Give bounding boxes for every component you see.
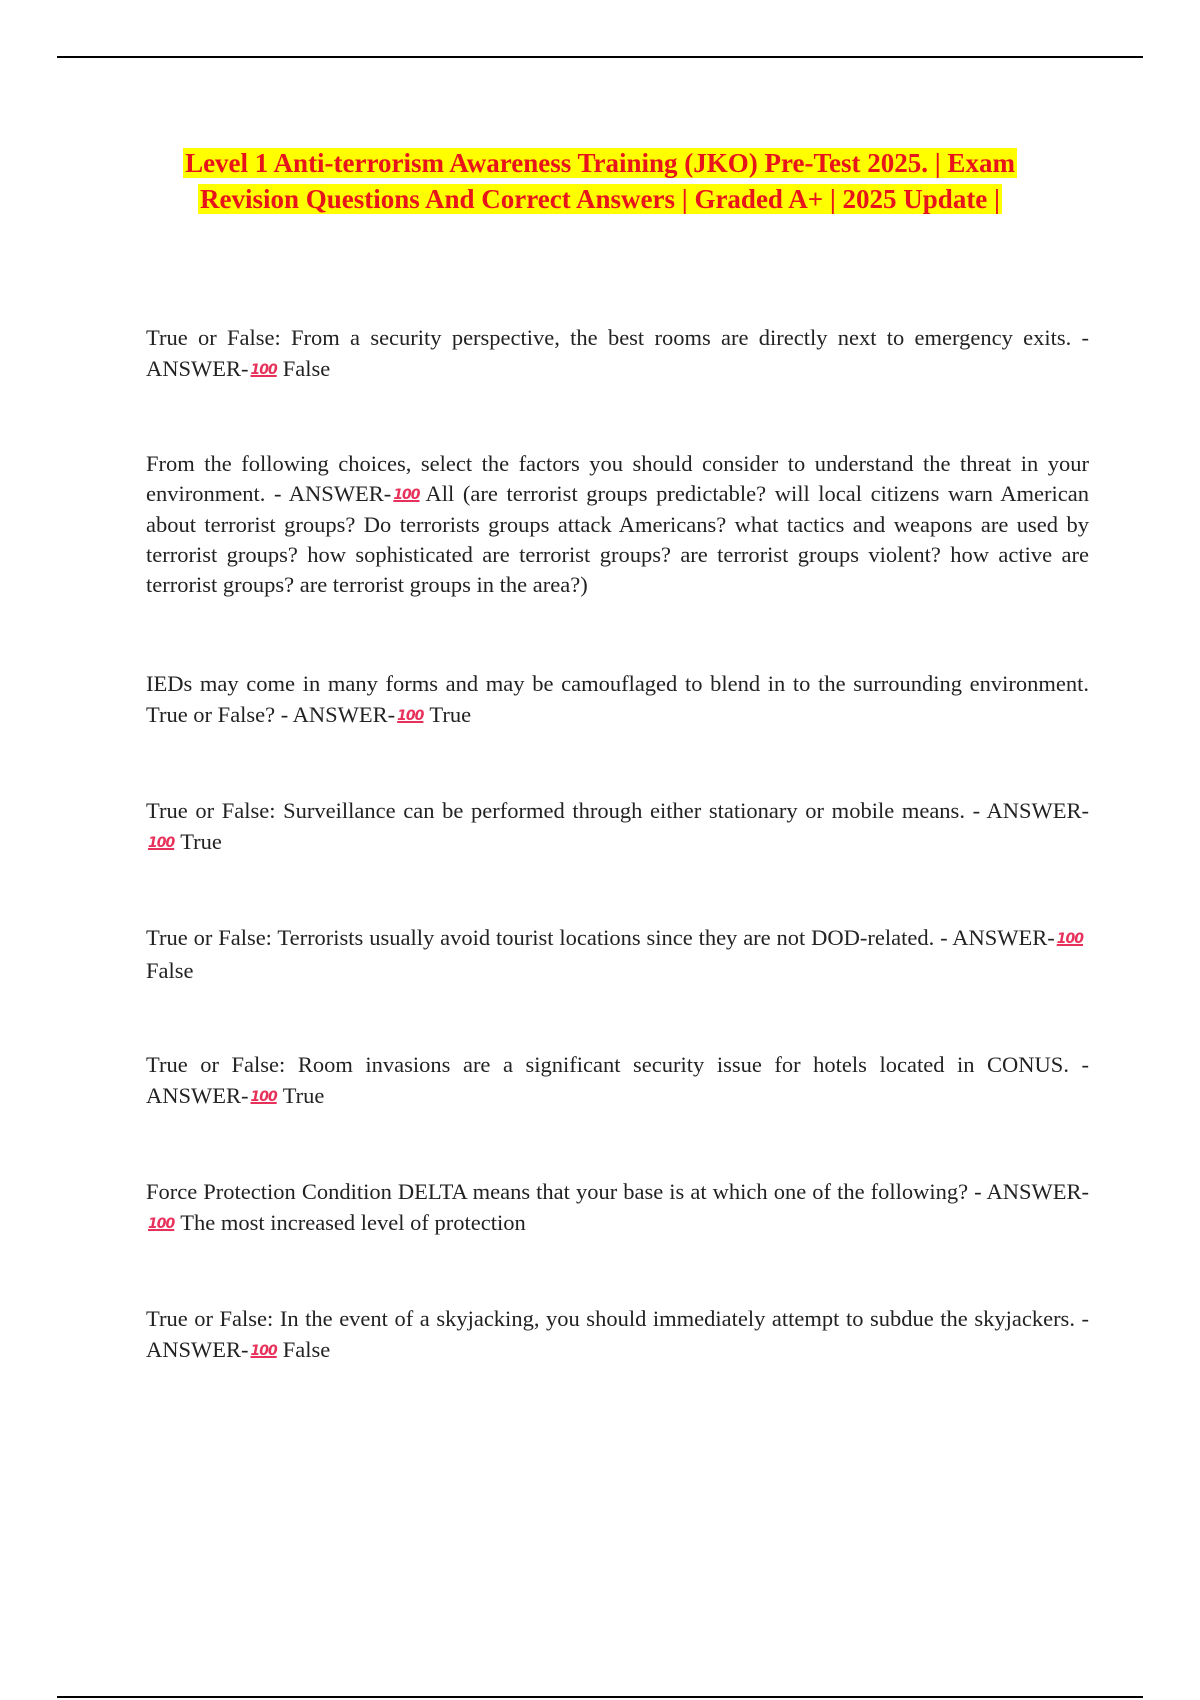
question-text: True or False: In the event of a skyjacking, you should immediately attempt to subdue the skyjackers. - ANSWER- xyxy=(146,1306,1089,1362)
bottom-divider xyxy=(57,1696,1143,1698)
qa-item-8 xyxy=(146,1303,1089,1367)
title-line-2: Revision Questions And Correct Answers | Graded A+ | 2025 Update | xyxy=(199,184,1000,214)
hundred-points-icon: 100 xyxy=(397,708,424,724)
hundred-points-icon: 100 xyxy=(1056,931,1083,947)
question-text: Force Protection Condition DELTA means that your base is at which one of the following? - ANSWER- xyxy=(146,1179,1089,1204)
answer-text: False xyxy=(282,356,331,381)
top-divider xyxy=(57,56,1143,58)
answer-text: False xyxy=(146,958,194,983)
title-line-1: Level 1 Anti-terrorism Awareness Training (JKO) Pre-Test 2025. | Exam xyxy=(185,148,1015,178)
answer-text: True xyxy=(282,1083,325,1108)
hundred-points-icon: 100 xyxy=(250,362,277,378)
answer-text: True xyxy=(180,829,222,854)
hundred-points-icon: 100 xyxy=(393,487,420,503)
qa-item-3 xyxy=(146,668,1089,732)
document-title xyxy=(140,145,1060,217)
qa-item-2 xyxy=(146,449,1089,600)
qa-item-7 xyxy=(146,1176,1089,1240)
hundred-points-icon: 100 xyxy=(250,1089,277,1105)
qa-item-5 xyxy=(146,922,1089,986)
hundred-points-icon: 100 xyxy=(148,1216,175,1232)
question-text: True or False: From a security perspective, the best rooms are directly next to emergency exits. - ANSWER- xyxy=(146,325,1089,381)
question-text: True or False: Room invasions are a significant security issue for hotels located in CONUS. - ANSWER- xyxy=(146,1052,1089,1108)
answer-text: False xyxy=(282,1337,331,1362)
hundred-points-icon: 100 xyxy=(250,1343,277,1359)
question-text: From the following choices, select the factors you should consider to understand the threat in your environment. - ANSWER- xyxy=(146,451,1089,506)
answer-text: All (are terrorist groups predictable? will local citizens warn American about terrorist groups? Do terrorists groups attack Americans? what tactics and weapons are used by terrorist groups? how sophisticated are terrorist groups? are terrorist groups violent? how active are terrorist groups? are terrorist groups in the area?) xyxy=(146,481,1090,597)
hundred-points-icon: 100 xyxy=(148,835,175,851)
question-text: True or False: Surveillance can be performed through either stationary or mobile means. - ANSWER- xyxy=(146,798,1089,823)
qa-item-1 xyxy=(146,322,1089,386)
question-text: True or False: Terrorists usually avoid tourist locations since they are not DOD-related. - ANSWER- xyxy=(146,925,1055,950)
qa-item-6 xyxy=(146,1049,1089,1113)
answer-text: True xyxy=(429,702,472,727)
qa-item-4 xyxy=(146,795,1089,859)
question-text: IEDs may come in many forms and may be camouflaged to blend in to the surrounding environment. True or False? - ANSWER- xyxy=(146,671,1089,727)
answer-text: The most increased level of protection xyxy=(180,1210,526,1235)
